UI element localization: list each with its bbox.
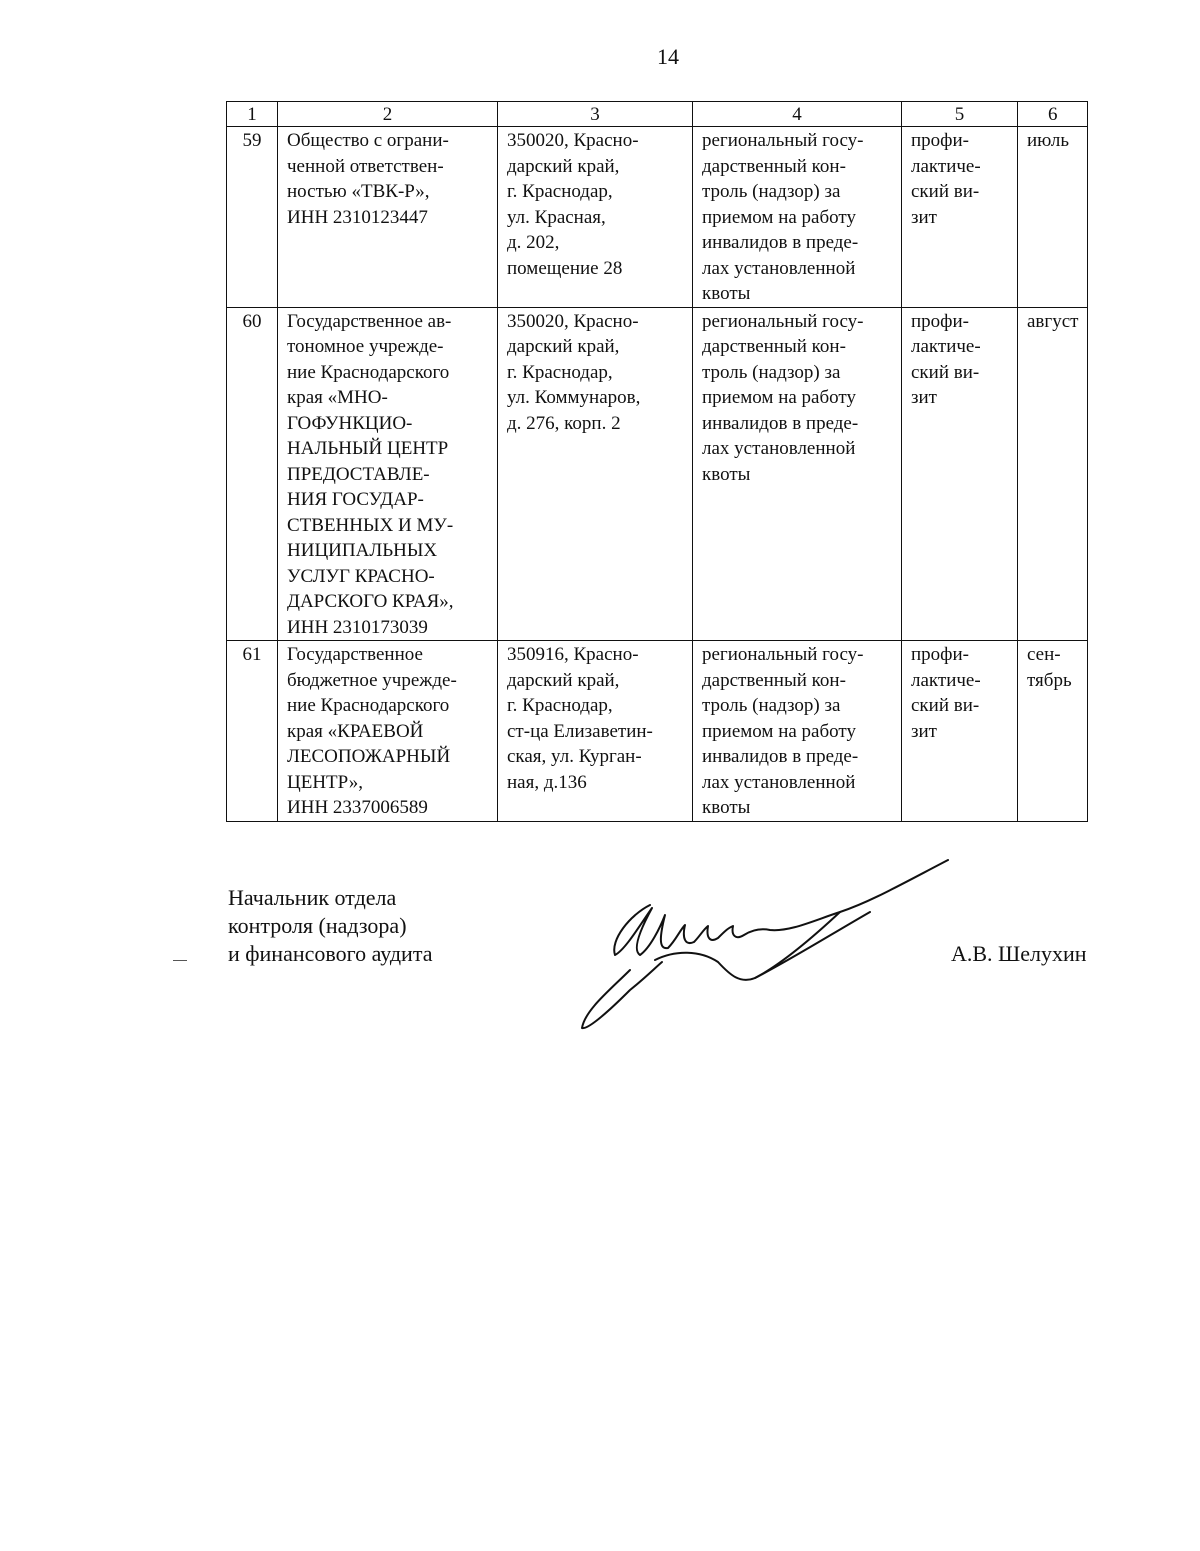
control-type-cell: региональный госу- дарственный кон- троль (надзор) за приемом на работу инвалидов в преде- лах установленной квоты [702, 310, 864, 485]
signer-name: А.В. Шелухин [951, 941, 1087, 966]
row-number: 59 [227, 127, 278, 308]
column-header: 3 [498, 102, 693, 127]
organization-cell: Общество с ограни- ченной ответствен- ностью «ТВК-Р», ИНН 2310123447 [287, 130, 449, 228]
event-type-cell: профи- лактиче- ский ви- зит [911, 130, 981, 228]
position-line: контроля (надзора) [228, 913, 407, 938]
control-type-cell: региональный госу- дарственный кон- троль (надзор) за приемом на работу инвалидов в преде- лах установленной квоты [702, 130, 864, 304]
table-row [227, 641, 1088, 822]
page-number: 14 [657, 44, 679, 69]
organization-cell: Государственное ав- тономное учрежде- ние Краснодарского края «МНО- ГОФУНКЦИО- НАЛЬНЫЙ ЦЕНТР ПРЕДОСТАВЛЕ- НИЯ ГОСУДАР- СТВЕННЫХ И МУ- НИЦИПАЛЬНЫХ УСЛУГ КРАСНО- ДАРСКОГО КРАЯ», ИНН 2310173039 [287, 310, 454, 638]
column-header: 5 [902, 102, 1018, 127]
table-row [227, 307, 1088, 641]
address-cell: 350020, Красно- дарский край, г. Краснодар, ул. Коммунаров, д. 276, корп. 2 [507, 310, 641, 434]
event-type-cell: профи- лактиче- ский ви- зит [911, 644, 981, 742]
month-cell: сен- тябрь [1027, 644, 1072, 691]
organization-cell: Государственное бюджетное учрежде- ние Краснодарского края «КРАЕВОЙ ЛЕСОПОЖАРНЫЙ ЦЕНТР», ИНН 2337006589 [287, 644, 457, 818]
stray-mark [173, 960, 187, 961]
event-type-cell: профи- лактиче- ский ви- зит [911, 310, 981, 408]
table-row [227, 127, 1088, 308]
column-header: 4 [693, 102, 902, 127]
handwritten-signature [570, 850, 960, 1040]
position-line: Начальник отдела [228, 885, 397, 910]
position-line: и финансового аудита [228, 941, 433, 966]
table-header-row [227, 102, 1088, 127]
address-cell: 350916, Красно- дарский край, г. Краснодар, ст-ца Елизаветин- ская, ул. Курган- ная, д.136 [507, 644, 653, 793]
inspection-schedule-table [226, 101, 1088, 822]
month-cell: июль [1027, 130, 1070, 151]
signer-position [228, 884, 432, 968]
control-type-cell: региональный госу- дарственный кон- троль (надзор) за приемом на работу инвалидов в преде- лах установленной квоты [702, 644, 864, 818]
month-cell: август [1027, 310, 1079, 332]
column-header: 2 [278, 102, 498, 127]
column-header: 6 [1018, 102, 1088, 127]
address-cell: 350020, Красно- дарский край, г. Краснодар, ул. Красная, д. 202, помещение 28 [507, 130, 639, 279]
column-header: 1 [227, 102, 278, 127]
row-number: 60 [227, 307, 278, 641]
row-number: 61 [227, 641, 278, 822]
